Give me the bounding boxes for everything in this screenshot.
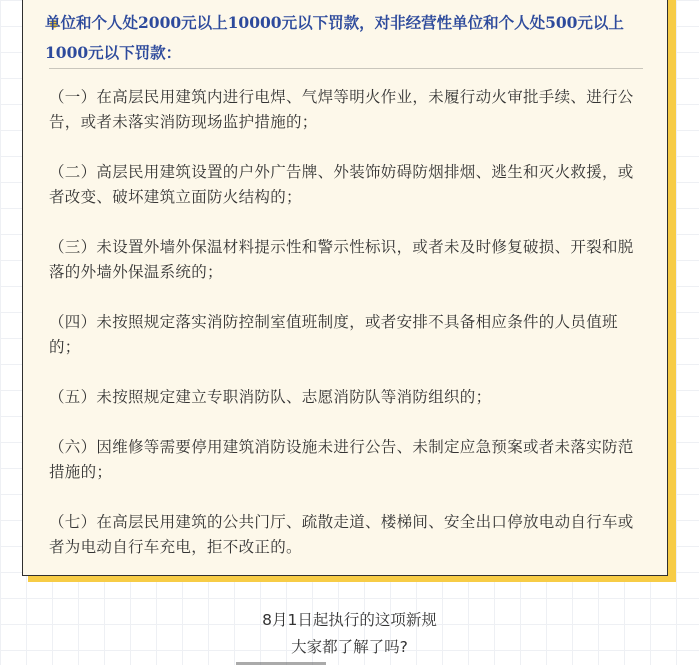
cut-off-text-line [236,656,326,665]
list-item: （三）未设置外墙外保温材料提示性和警示性标识，或者未及时修复破损、开裂和脱落的外墙外保温系统的； [49,238,634,281]
list-item: （二）高层民用建筑设置的户外广告牌、外装饰妨碍防烟排烟、逃生和灭火救援，或者改变、破坏建筑立面防火结构的； [49,163,634,206]
divider [49,68,643,69]
list-item: （四）未按照规定落实消防控制室值班制度，或者安排不具备相应条件的人员值班的； [49,313,618,356]
list-item: （六）因维修等需要停用建筑消防设施未进行公告、未制定应急预案或者未落实防范措施的； [49,438,634,481]
list-item: （七）在高层民用建筑的公共门厅、疏散走道、楼梯间、安全出口停放电动自行车或者为电动自行车充电，拒不改正的。 [49,513,634,556]
list-item: （一）在高层民用建筑内进行电焊、气焊等明火作业，未履行动火审批手续、进行公告，或者未落实消防现场监护措施的； [49,88,634,131]
closing-line-1: 8月1日起执行的这项新规 [262,611,437,629]
list-item: （五）未按照规定建立专职消防队、志愿消防队等消防组织的； [49,388,492,406]
penalty-heading: 单位和个人处2000元以上10000元以下罚款，对非经营性单位和个人处500元以上1000元以下罚款： [45,13,624,62]
closing-line-2: 大家都了解了吗? [291,638,408,656]
regulation-card [22,0,668,576]
